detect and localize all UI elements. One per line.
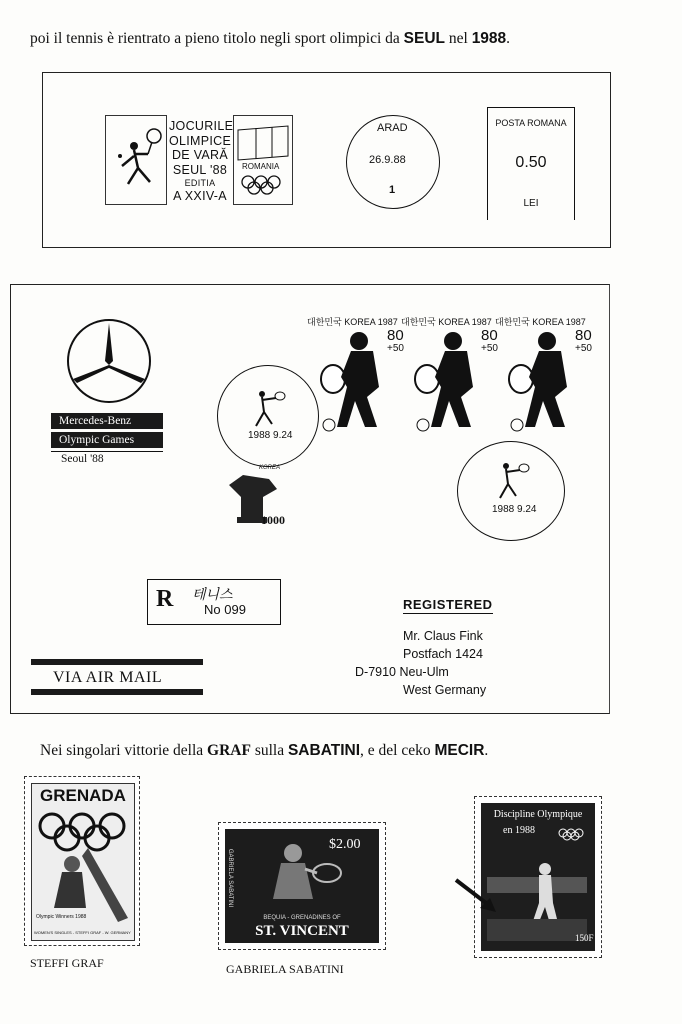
disc-title-1: Discipline Olympique xyxy=(493,809,583,820)
brand-line-2: Olympic Games xyxy=(51,432,163,448)
korea-stamp xyxy=(495,315,597,437)
outro-part: Nei singolari vittorie della xyxy=(40,742,208,759)
stamp-value: 80 xyxy=(387,327,404,344)
brand-line-1: Mercedes-Benz xyxy=(51,413,163,429)
flag-box xyxy=(233,115,293,205)
disc-title-2: en 1988 xyxy=(503,825,535,836)
address-line: West Germany xyxy=(403,683,487,697)
slogan-line: OLIMPICE xyxy=(169,133,232,148)
intro-part: . xyxy=(506,30,511,47)
small-stamp-value: 1000 xyxy=(261,513,285,527)
postmark-date: 1988 9.24 xyxy=(492,504,537,515)
tennis-player-icon xyxy=(495,327,595,435)
grenada-stamp-image xyxy=(31,783,135,941)
slogan-line: DE VARĂ xyxy=(171,148,229,162)
stamp-surcharge: +50 xyxy=(481,343,498,354)
reg-korean: 테니스 xyxy=(192,588,233,603)
stamp-caption-sabatini: GABRIELA SABATINI xyxy=(226,962,344,976)
grenada-title: GRENADA xyxy=(40,786,126,805)
postmark-number: 1 xyxy=(389,184,396,196)
postmark-date: 1988 9.24 xyxy=(248,430,293,441)
mercedes-star-icon xyxy=(65,317,153,405)
stv-name: ST. VINCENT xyxy=(255,923,349,939)
disc-value: 150F xyxy=(575,933,594,943)
postmark-city: ARAD xyxy=(377,122,408,134)
stv-side-text: GABRIELA SABATINI xyxy=(227,848,234,908)
tennis-player-icon xyxy=(243,839,343,913)
intro-seul: SEUL xyxy=(403,30,445,47)
stamp-surcharge: +50 xyxy=(575,343,592,354)
tennis-emblem xyxy=(105,115,167,205)
discipline-stamp-image xyxy=(481,803,595,951)
intro-part: poi il tennis è rientrato a pieno titolo negli sport olimpici da xyxy=(30,30,404,47)
stamp-caption-graf: STEFFI GRAF xyxy=(30,956,104,970)
slogan-block xyxy=(169,119,234,204)
slogan-line: SEUL '88 xyxy=(172,162,228,177)
korean-cover xyxy=(10,284,610,714)
seoul-postmark xyxy=(457,441,565,541)
tennis-player-icon xyxy=(481,823,595,945)
outro-part: , e del ceko xyxy=(360,742,435,759)
stamp-surcharge: +50 xyxy=(387,343,404,354)
registration-label xyxy=(147,579,281,625)
meter-stamp xyxy=(487,107,575,220)
tennis-player-icon xyxy=(242,386,292,436)
slogan-line: JOCURILE xyxy=(169,119,234,133)
slogan-line: EDITIA xyxy=(184,178,216,188)
stv-value: $2.00 xyxy=(329,837,361,852)
korea-1000-stamp xyxy=(209,465,305,535)
korea-stamp xyxy=(401,315,503,437)
mercedes-brand xyxy=(51,413,163,466)
tennis-player-icon xyxy=(307,327,407,435)
stamp-value: 80 xyxy=(481,327,498,344)
arad-postmark xyxy=(346,115,440,209)
tennis-player-icon xyxy=(401,327,501,435)
address-block xyxy=(355,627,487,699)
flag-label: ROMANIA xyxy=(242,162,280,171)
brand-line-3: Seoul '88 xyxy=(61,453,104,465)
reg-letter: R xyxy=(156,586,174,612)
stv-subtitle: BEQUIA - GRENADINES OF xyxy=(263,915,341,921)
outro-text xyxy=(40,742,488,760)
stamp-country: 대한민국 KOREA 1987 xyxy=(307,317,398,327)
meter-top: POSTA ROMANA xyxy=(495,118,567,128)
arrow-icon xyxy=(454,878,498,914)
postmark-date: 26.9.88 xyxy=(369,154,406,166)
tennis-player-icon xyxy=(486,458,536,508)
address-line: Postfach 1424 xyxy=(403,647,483,661)
meter-unit: LEI xyxy=(523,198,539,209)
st-vincent-stamp xyxy=(218,822,386,950)
korea-stamp xyxy=(307,315,409,437)
romania-cover xyxy=(42,72,611,248)
outro-part: . xyxy=(484,742,489,759)
address-line: D-7910 Neu-Ulm xyxy=(355,665,449,679)
grenada-stamp xyxy=(24,776,140,946)
grenada-bottom-text: WOMEN'S SINGLES - STEFFI GRAF - W. GERMANY xyxy=(34,930,131,935)
intro-part: nel xyxy=(445,30,472,47)
discipline-stamp xyxy=(474,796,602,958)
intro-year: 1988 xyxy=(471,30,507,47)
small-stamp-label: KOREA xyxy=(259,465,281,471)
st-vincent-stamp-image xyxy=(225,829,379,943)
airmail-text: VIA AIR MAIL xyxy=(53,669,163,686)
outro-part: sulla xyxy=(250,742,288,759)
outro-sabatini: SABATINI xyxy=(287,742,361,759)
olympic-rings-icon xyxy=(32,808,134,928)
intro-text xyxy=(30,30,510,48)
registered-label: REGISTERED xyxy=(403,597,493,612)
reg-number: No 099 xyxy=(204,602,246,617)
stamp-country: 대한민국 KOREA 1987 xyxy=(495,317,586,327)
address-line: Mr. Claus Fink xyxy=(403,629,483,643)
stamp-country: 대한민국 KOREA 1987 xyxy=(401,317,492,327)
outro-graf: GRAF xyxy=(207,742,251,759)
meter-value: 0.50 xyxy=(515,154,547,171)
tennis-player-icon xyxy=(106,116,166,204)
slogan-line: A XXIV-A xyxy=(173,189,227,203)
airmail-label xyxy=(31,659,203,695)
grenada-caption: Olympic Winners 1988 xyxy=(36,914,87,920)
outro-mecir: MECIR xyxy=(434,742,485,759)
stamp-value: 80 xyxy=(575,327,592,344)
seoul-postmark xyxy=(217,365,319,467)
flag-olympic-icon xyxy=(234,116,292,204)
